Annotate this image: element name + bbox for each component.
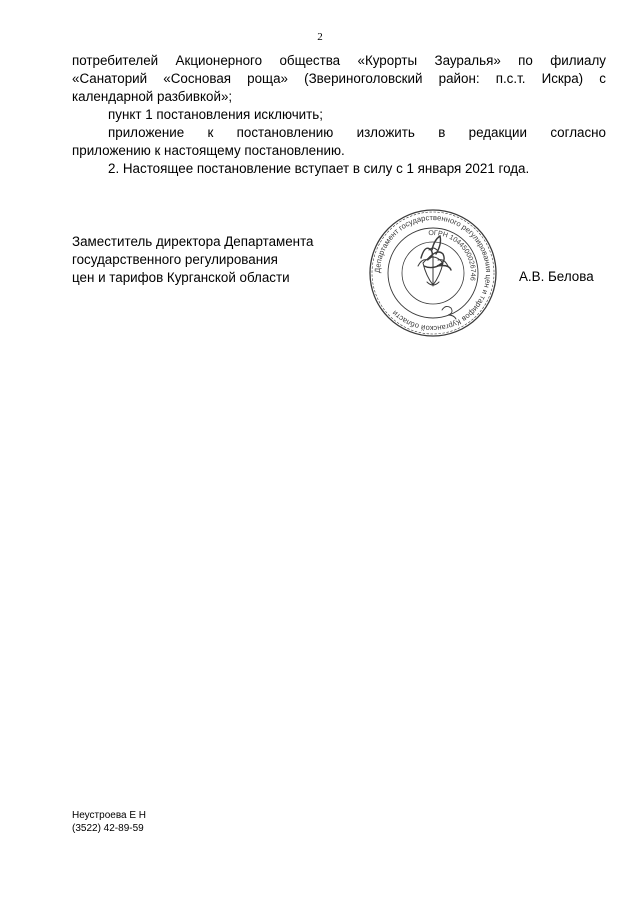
signatory-position-line-2: государственного регулирования: [72, 252, 278, 267]
paragraph-tariff-title-line-1: потребителей Акционерного общества «Курорты Зауралья» по филиалу: [72, 53, 606, 68]
seal-inner-text: ОГРН 1044500026746: [428, 229, 477, 282]
paragraph-tariff-title-line-3: календарной разбивкой»;: [72, 89, 233, 104]
official-seal-stamp: [366, 206, 500, 340]
handwritten-signature: [421, 236, 451, 270]
page-number: 2: [317, 31, 323, 43]
paragraph-exclude-item: пункт 1 постановления исключить;: [108, 107, 323, 122]
executor-info: [72, 809, 146, 835]
signatory-name: А.В. Белова: [519, 269, 594, 284]
paragraph-appendix: [72, 124, 606, 160]
signatory-position-line-1: Заместитель директора Департамента: [72, 234, 314, 249]
signatory-position-line-3: цен и тарифов Курганской области: [72, 270, 290, 285]
paragraph-effective-date: 2. Настоящее постановление вступает в силу с 1 января 2021 года.: [108, 161, 530, 176]
paragraph-appendix-line-2: приложению к настоящему постановлению.: [72, 143, 345, 158]
signatory-position: [72, 233, 314, 287]
document-body: [72, 52, 606, 178]
paragraph-tariff-title-line-2: «Санаторий «Сосновая роща» (Звериноголовский район: п.с.т. Искра) с: [72, 71, 606, 86]
paragraph-appendix-line-1: приложение к постановлению изложить в редакции согласно: [108, 125, 606, 140]
executor-phone: (3522) 42-89-59: [72, 823, 144, 834]
seal-outer-text: Департамент государственного регулирования цен и тарифов Курганской области: [372, 212, 494, 334]
executor-name: Неустроева Е Н: [72, 810, 147, 821]
paragraph-tariff-title: [72, 52, 606, 106]
